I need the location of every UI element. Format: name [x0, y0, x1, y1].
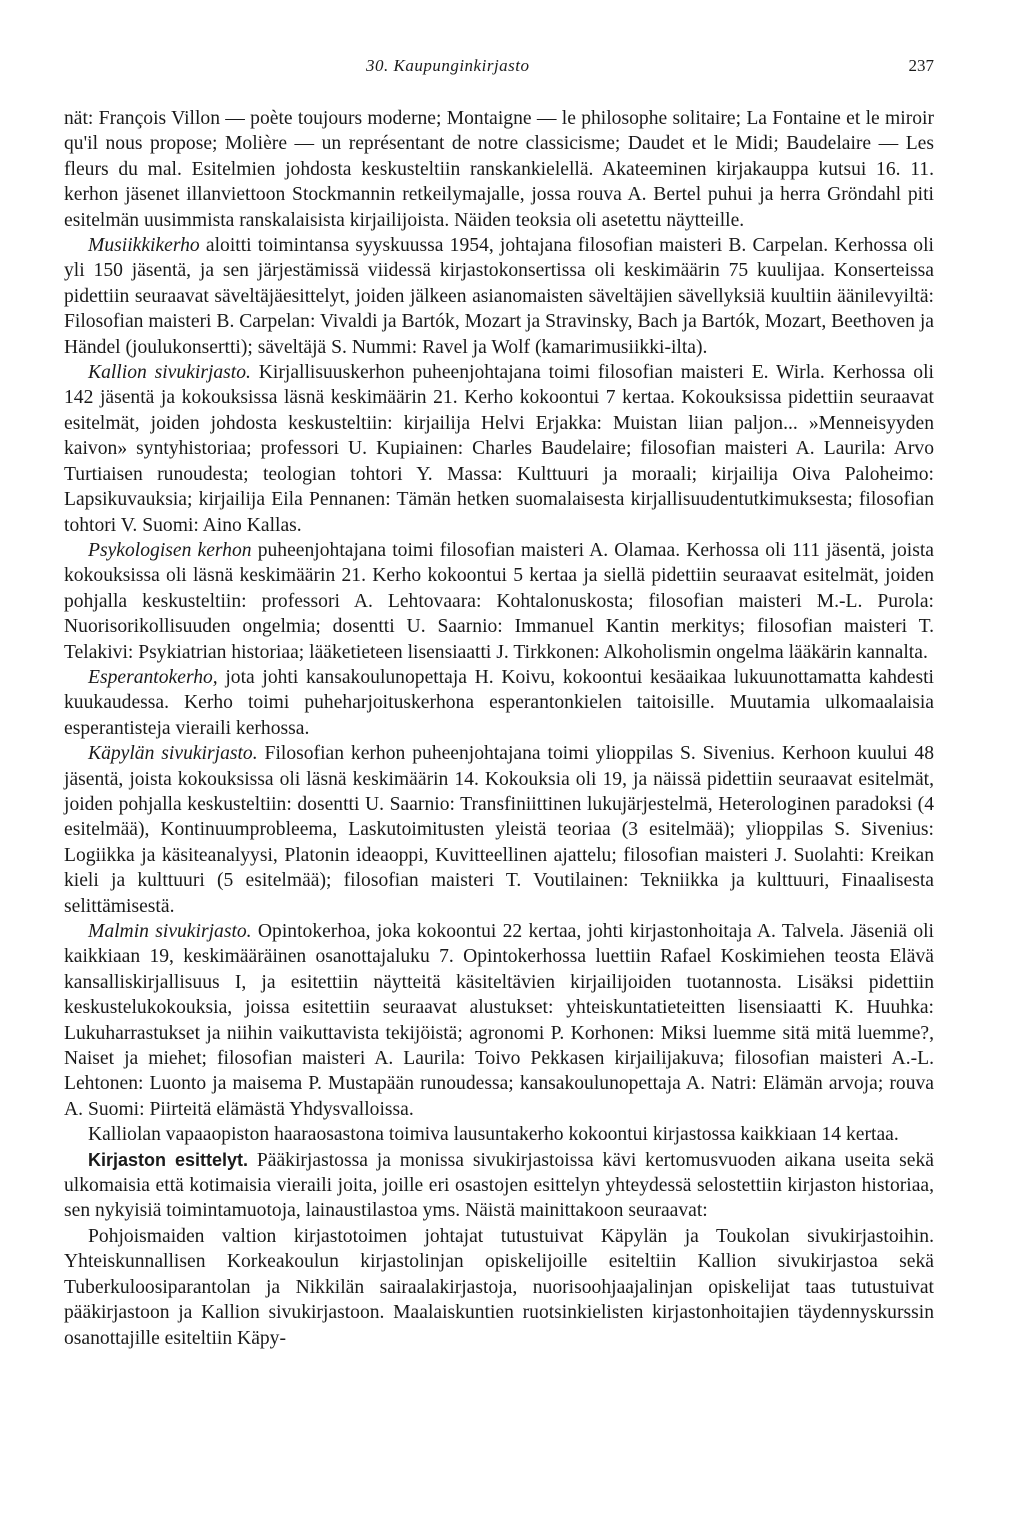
paragraph: [64, 665, 934, 741]
paragraph-heading: Psykologisen kerhon: [88, 539, 252, 561]
paragraph: [64, 360, 934, 538]
paragraph-text: Pohjoismaiden valtion kirjastotoimen johtajat tutustuivat Käpylän ja Toukolan sivukirjastoihin. Yhteiskunnallisen Korkeakoulun kirjastolinjan opiskelijoille esiteltiin Kallion sivukirjastoa sekä Tuberkuloosiparantolan ja Nikkilän sairaalakirjastoja, nuorisoohjaajalinjan opiskelijat taas tutustuivat pääkirjastoon ja Kallion sivukirjastoon. Maalaiskuntien ruotsinkielisten kirjastonhoitajien täydennyskurssin osanottajille esiteltiin Käpy-: [64, 1225, 934, 1349]
paragraph: [64, 1224, 934, 1351]
page-number: 237: [908, 56, 934, 75]
paragraph-text: nät: François Villon — poète toujours moderne; Montaigne — le philosophe solitaire; La Fontaine et le miroir qu'il nous propose; Molière — un représentant de notre classicisme; Daudet et le Midi; Baudelaire — Les fleurs du mal. Esitelmien johdosta keskusteltiin ranskankielellä. Akateeminen kirjakauppa kutsui 16. 11. kerhon jäsenet illanviettoon Stockmannin retkeilymajalle, jossa rouva A. Bertel puhui ja herra Gröndahl piti esitelmän uusimmista ranskalaisista kirjailijoista. Näiden teoksia oli asetettu näytteille.: [64, 108, 934, 231]
paragraph-text: Opintokerhoa, joka kokoontui 22 kertaa, johti kirjastonhoitaja A. Talvela. Jäseniä oli kaikkiaan 19, keskimääräinen osanottajaluku 7. Opintokerhossa luettiin Rafael Koskimiehen teosta Elävä kansalliskirjallisuus I, ja esitettiin näytteitä käsiteltävien kirjailijoiden tuotannosta. Lisäksi pidettiin keskustelukokouksia, joissa esitettiin seuraavat alustukset: yhteiskuntatieteitten lisensiaatti K. Huuhka: Lukuharrastukset ja niihin vaikuttavista tekijöistä; agronomi P. Korhonen: Miksi luemme sitä mitä luemme?, Naiset ja miehet; filosofian maisteri A. Laurila: Toivo Pekkasen kirjailijakuva; filosofian maisteri A.-L. Lehtonen: Luonto ja maisema P. Mustapään runoudessa; kansakoulunopettaja A. Natri: Elämän arvoja; rouva A. Suomi: Piirteitä elämästä Yhdysvalloissa.: [64, 921, 935, 1120]
paragraph-text: Kirjallisuuskerhon puheenjohtajana toimi filosofian maisteri E. Wirla. Kerhossa oli 142 jäsentä ja kokouksissa läsnä keskimäärin 21. Kerho kokoontui 7 kertaa. Kokouksissa pidettiin seuraavat esitelmät, joiden johdosta keskusteltiin: kirjailija Helvi Erjakka: Muistan liian paljon... »Menneisyyden kaivon» syntyhistoriaa; professori U. Kupiainen: Charles Baudelaire; filosofian maisteri A. Laurila: Arvo Turtiaisen runoudesta; teologian tohtori Y. Massa: Kulttuuri ja moraali; kirjailija Oiva Paloheimo: Lapsikuvauksia; kirjailija Eila Pennanen: Tämän hetken suomalaisesta kirjallisuudentutkimuksesta; filosofian tohtori V. Suomi: Aino Kallas.: [64, 362, 934, 536]
paragraph: [64, 233, 934, 360]
paragraph: [64, 106, 934, 233]
paragraph-text: aloitti toimintansa syyskuussa 1954, johtajana filosofian maisteri B. Carpelan. Kerhossa oli yli 150 jäsentä, ja sen järjestämissä viidessä kirjastokonsertissa oli keskimäärin 75 kuulijaa. Konserteissa pidettiin seuraavat säveltäjäesittelyt, joiden jälkeen asianomaisten säveltäjien sävellyksiä kuultiin äänilevyiltä: Filosofian maisteri B. Carpelan: Vivaldi ja Bartók, Mozart ja Stravinsky, Bach ja Bartók, Mozart, Beethoven ja Händel (joulukonsertti); säveltäjä S. Nummi: Ravel ja Wolf (kamarimusiikki-ilta).: [64, 235, 934, 358]
body-text: [64, 106, 934, 1351]
paragraph-heading: Esperantokerho,: [88, 666, 218, 688]
paragraph-heading: Kallion sivukirjasto.: [88, 362, 251, 384]
section-heading: Kirjaston esittelyt.: [88, 1149, 249, 1170]
paragraph-text: Filosofian kerhon puheenjohtajana toimi ylioppilas S. Sivenius. Kerhoon kuului 48 jäsentä, joista kokouksissa oli läsnä keskimäärin 14. Kokouksia oli 19, ja näissä pidettiin seuraavat esitelmät, joiden pohjalla keskusteltiin: dosentti U. Saarnio: Transfiniittinen lukujärjestelmä, Heterologinen paradoksi (4 esitelmää), Kontinuumprobleema, Laskutoimitusten yleistä teoriaa (3 esitelmää); ylioppilas S. Sivenius: Logiikka ja käsiteanalyysi, Platonin ideaoppi, Kuvitteellinen ajattelu; filosofian maisteri J. Suolahti: Kreikan kieli ja kulttuuri (5 esitelmää); filosofian maisteri T. Voutilainen: Tekniikka ja kulttuuri, Finaalisesta selittämisestä.: [64, 743, 934, 917]
paragraph-heading: Malmin sivukirjasto.: [88, 921, 252, 942]
paragraph: [64, 538, 934, 665]
paragraph-text: Kalliolan vapaaopiston haaraosastona toimiva lausuntakerho kokoontui kirjastossa kaikkiaan 14 kertaa.: [88, 1124, 899, 1146]
paragraph: [64, 1122, 934, 1147]
paragraph-text: puheenjohtajana toimi filosofian maisteri A. Olamaa. Kerhossa oli 111 jäsentä, joista kokouksissa oli läsnä keskimäärin 21. Kerho kokoontui 5 kertaa ja siellä pidettiin seuraavat esitelmät, joiden pohjalla keskusteltiin: professori A. Lehtovaara: Kohtalonuskosta; filosofian maisteri M.-L. Purola: Nuorisorikollisuuden ongelmia; dosentti U. Saarnio: Immanuel Kantin merkitys; filosofian maisteri T. Telakivi: Psykiatrian historiaa; lääketieteen lisensiaatti J. Tirkkonen: Alkoholismin ongelma lääkärin kannalta.: [64, 539, 934, 663]
paragraph-text: Pääkirjastossa ja monissa sivukirjastoissa kävi kertomusvuoden aikana useita sekä ulkomaisia että kotimaisia vieraili joita, joille eri osastojen esittelyn yhteydessä selostettiin kirjaston historiaa, sen nykyisiä toimintamuotoja, lainaustilastoa yms. Näistä mainittakoon seuraavat:: [64, 1149, 934, 1222]
paragraph: [64, 1148, 934, 1224]
paragraph-heading: Käpylän sivukirjasto.: [88, 743, 258, 765]
paragraph-heading: Musiikkikerho: [88, 235, 200, 257]
chapter-title: 30. Kaupunginkirjasto: [366, 56, 530, 75]
paragraph: [64, 919, 934, 1122]
paragraph: [64, 741, 934, 919]
paragraph-text: jota johti kansakoulunopettaja H. Koivu, kokoontui kesäaikaa lukuunottamatta kahdesti kuukaudessa. Kerho toimi puheharjoituskerhona esperantonkielen taitoisille. Muutamia ulkomaalaisia esperantisteja vieraili kerhossa.: [64, 666, 934, 739]
running-header: [366, 56, 934, 76]
